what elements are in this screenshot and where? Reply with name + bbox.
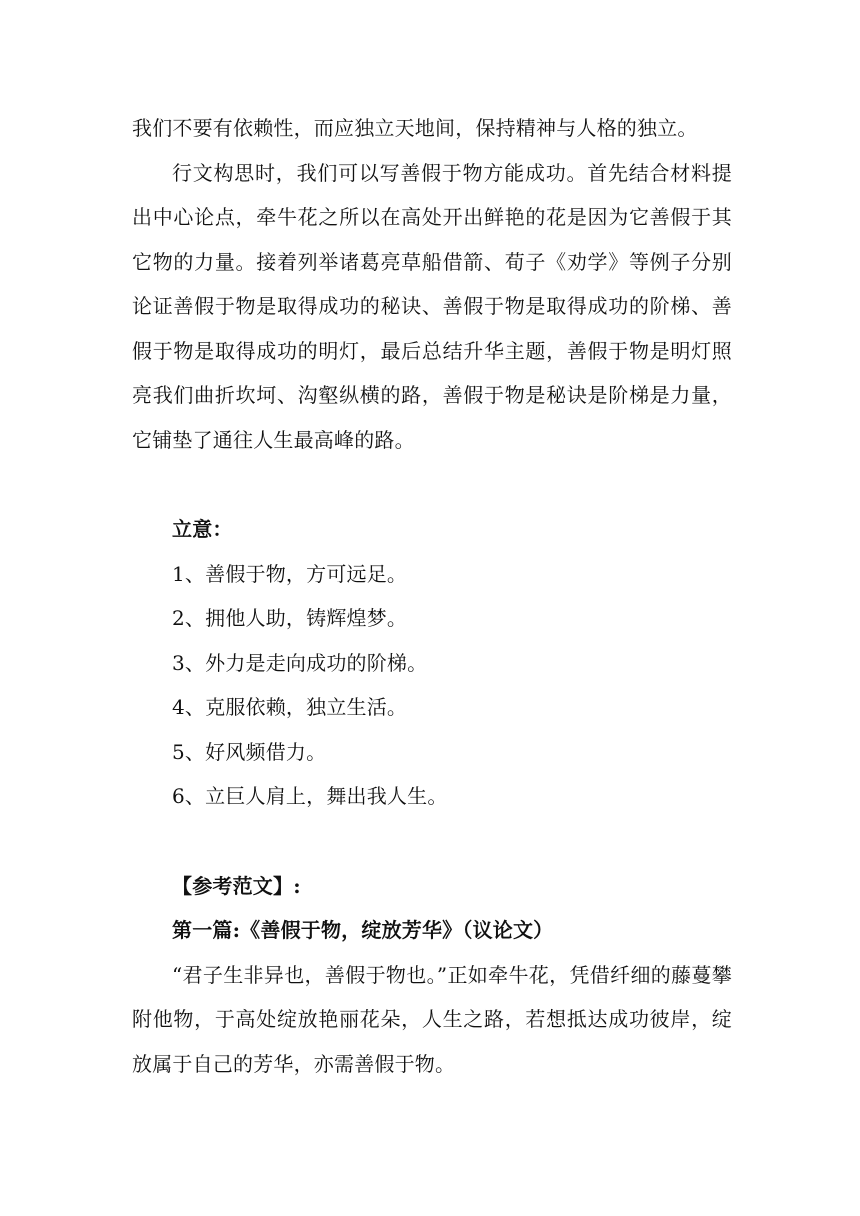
- theme-list-item: 1、善假于物，方可远足。: [172, 561, 408, 586]
- theme-list-item: 4、克服依赖，独立生活。: [172, 695, 408, 719]
- theme-list-item: 5、好风频借力。: [172, 739, 327, 764]
- paragraph-spacer: [132, 462, 732, 507]
- document-content: [132, 106, 732, 1086]
- reference-essay-heading: 【参考范文】:: [172, 873, 301, 898]
- theme-list-item: 6、立巨人肩上，舞出我人生。: [172, 784, 448, 808]
- essay-title: 第一篇:《善假于物，绽放芳华》（议论文）: [172, 918, 554, 942]
- theme-list-item: 2、拥他人助，铸辉煌梦。: [172, 606, 408, 630]
- theme-list: [132, 552, 732, 819]
- opening-line: 我们不要有依赖性，而应独立天地间，保持精神与人格的独立。: [132, 116, 698, 140]
- theme-list-item: 3、外力是走向成功的阶梯。: [172, 650, 428, 675]
- section-spacer: [132, 819, 732, 864]
- theme-heading: 立意：: [172, 517, 233, 541]
- essay-opening-paragraph: “君子生非异也，善假于物也。”正如牵牛花，凭借纤细的藤蔓攀附他物，于高处绽放艳丽花朵，人生之路，若想抵达成功彼岸，绽放属于自己的芳华，亦需善假于物。: [132, 962, 732, 1076]
- composition-guidance-paragraph: 行文构思时，我们可以写善假于物方能成功。首先结合材料提出中心论点，牵牛花之所以在高处开出鲜艳的花是因为它善假于其它物的力量。接着列举诸葛亮草船借箭、荀子《劝学》等例子分别论证善假于物是取得成功的秘诀、善假于物是取得成功的阶梯、善假于物是取得成功的明灯，最后总结升华主题，善假于物是明灯照亮我们曲折坎坷、沟壑纵横的路，善假于物是秘诀是阶梯是力量，它铺垫了通往人生最高峰的路。: [132, 160, 732, 452]
